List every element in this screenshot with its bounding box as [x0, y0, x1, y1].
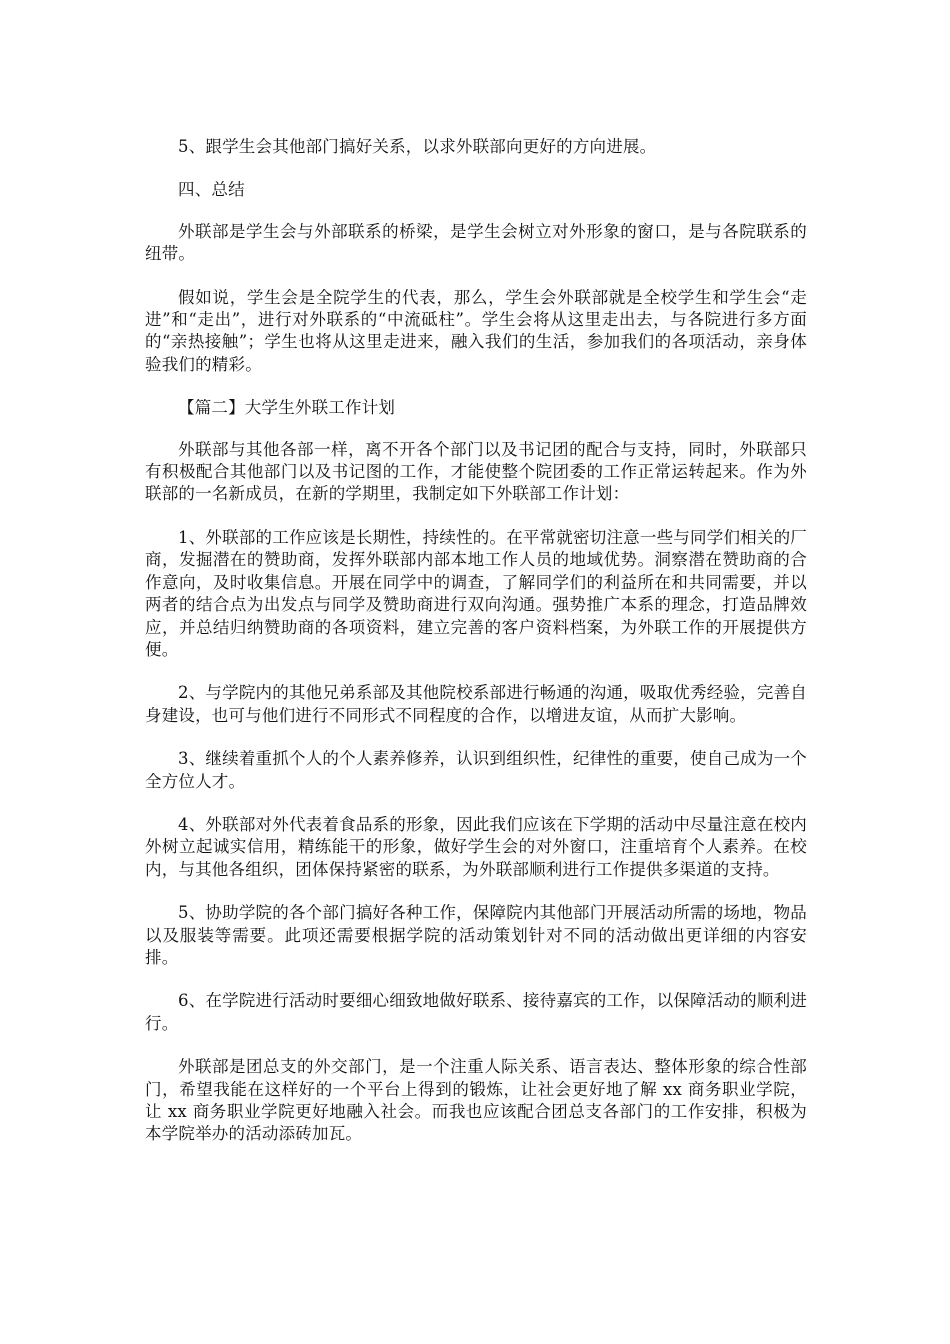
document-body	[145, 136, 807, 1167]
paragraph-item-1: 1、外联部的工作应该是长期性，持续性的。在平常就密切注意一些与同学们相关的厂商，发掘潜在的赞助商，发挥外联部内部本地工作人员的地域优势。洞察潜在赞助商的合作意向，及时收集信息。开展在同学中的调查，了解同学们的利益所在和共同需要，并以两者的结合点为出发点与同学及赞助商进行双向沟通。强势推广本系的理念，打造品牌效应，并总结归纳赞助商的各项资料，建立完善的客户资料档案，为外联工作的开展提供方便。	[145, 527, 807, 659]
paragraph-item-3: 3、继续着重抓个人的个人素养修养，认识到组织性，纪律性的重要，使自己成为一个全方位人才。	[145, 749, 807, 791]
paragraph-item-6: 6、在学院进行活动时要细心细致地做好联系、接待嘉宾的工作，以保障活动的顺利进行。	[145, 991, 807, 1033]
paragraph-intro-plan: 外联部与其他各部一样，离不开各个部门以及书记团的配合与支持，同时，外联部只有积极配合其他部门以及书记图的工作，才能使整个院团委的工作正常运转起来。作为外联部的一名新成员，在新的学期里，我制定如下外联部工作计划：	[145, 439, 807, 504]
paragraph-conclusion: 外联部是团总支的外交部门，是一个注重人际关系、语言表达、整体形象的综合性部门，希望我能在这样好的一个平台上得到的锻炼，让社会更好地了解 xx 商务职业学院，让 xx 商务职业学院更好地融入社会。而我也应该配合团总支各部门的工作安排，积极为本学院举办的活动添砖加瓦。	[145, 1057, 807, 1144]
section-heading-summary: 四、总结	[178, 180, 245, 200]
paragraph-item-2: 2、与学院内的其他兄弟系部及其他院校系部进行畅通的沟通，吸取优秀经验，完善自身建设，也可与他们进行不同形式不同程度的合作，以增进友谊，从而扩大影响。	[145, 683, 807, 725]
paragraph-representative: 假如说，学生会是全院学生的代表，那么，学生会外联部就是全校学生和学生会“走进”和“走出”，进行对外联系的“中流砥柱”。学生会将从这里走出去，与各院进行多方面的“亲热接触”；学生也将从这里走进来，融入我们的生活，参加我们的各项活动，亲身体验我们的精彩。	[145, 287, 807, 374]
section-heading-part-two: 【篇二】大学生外联工作计划	[178, 398, 396, 418]
paragraph-item-5-relations: 5、跟学生会其他部门搞好关系，以求外联部向更好的方向进展。	[178, 137, 657, 156]
paragraph-bridge: 外联部是学生会与外部联系的桥梁，是学生会树立对外形象的窗口，是与各院联系的纽带。	[145, 221, 807, 264]
paragraph-item-4: 4、外联部对外代表着食品系的形象，因此我们应该在下学期的活动中尽量注意在校内外树立起诚实信用，精练能干的形象，做好学生会的对外窗口，注重培育个人素养。在校内，与其他各组织，团体保持紧密的联系，为外联部顺利进行工作提供多渠道的支持。	[145, 814, 807, 879]
paragraph-item-5-assist: 5、协助学院的各个部门搞好各种工作，保障院内其他部门开展活动所需的场地，物品以及服装等需要。此项还需要根据学院的活动策划针对不同的活动做出更详细的内容安排。	[145, 903, 807, 967]
